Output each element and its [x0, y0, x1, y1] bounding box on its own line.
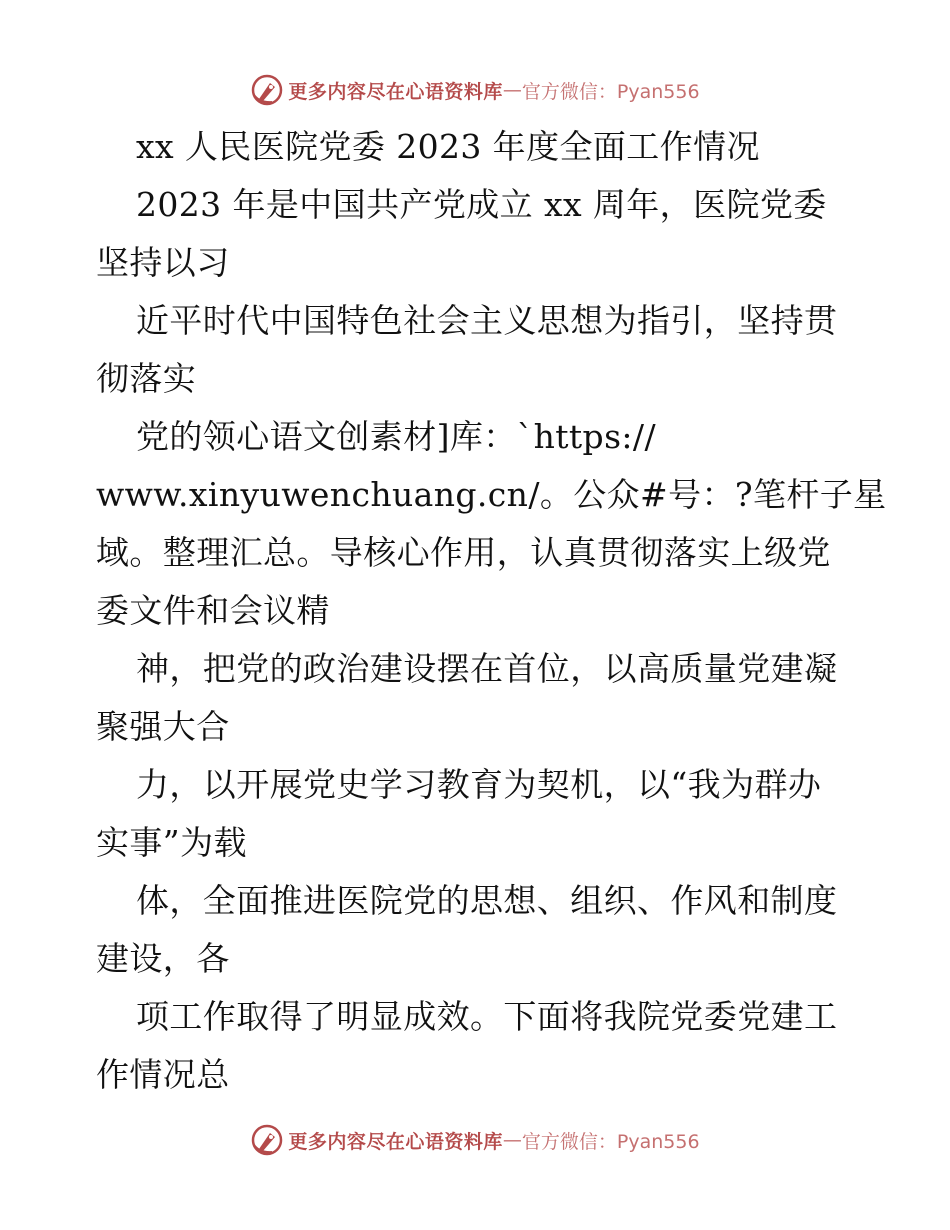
text-line: 建设，各: [96, 939, 230, 978]
text-line: 域。整理汇总。导核心作用，认真贯彻落实上级党: [96, 533, 831, 572]
pen-nib-logo-icon: [250, 1123, 284, 1157]
text-line: 近平时代中国特色社会主义思想为指引，坚持贯: [136, 301, 838, 340]
watermark-dash: —: [502, 79, 522, 101]
text-line: 坚持以习: [96, 243, 230, 282]
watermark-contact: 官方微信：Pyan556: [521, 1130, 700, 1153]
watermark-contact: 官方微信：Pyan556: [521, 80, 700, 103]
footer-watermark: [0, 1118, 950, 1162]
document-body: [96, 118, 887, 1104]
text-line: 聚强大合: [96, 707, 230, 746]
header-watermark: [0, 68, 950, 112]
pen-nib-logo-icon: [250, 73, 284, 107]
text-line: 力，以开展党史学习教育为契机，以“我为群办: [136, 765, 822, 804]
text-line: 作情况总: [96, 1055, 230, 1094]
text-line: 项工作取得了明显成效。下面将我院党委党建工: [136, 997, 838, 1036]
watermark-text: 更多内容尽在心语资料库: [288, 1130, 503, 1153]
text-line: 2023 年是中国共产党成立 xx 周年，医院党委: [136, 185, 827, 224]
text-line: 神，把党的政治建设摆在首位，以高质量党建凝: [136, 649, 838, 688]
document-title: xx 人民医院党委 2023 年度全面工作情况: [136, 127, 760, 166]
text-line: 委文件和会议精: [96, 591, 330, 630]
text-line: 体，全面推进医院党的思想、组织、作风和制度: [136, 881, 838, 920]
text-line: www.xinyuwenchuang.cn/。公众#号：?笔杆子星: [96, 475, 887, 514]
text-line: 实事”为载: [96, 823, 247, 862]
watermark-dash: —: [502, 1129, 522, 1151]
watermark-text: 更多内容尽在心语资料库: [288, 80, 503, 103]
text-line: 党的领心语文创素材]库：`https://: [136, 417, 656, 456]
text-line: 彻落实: [96, 359, 197, 398]
